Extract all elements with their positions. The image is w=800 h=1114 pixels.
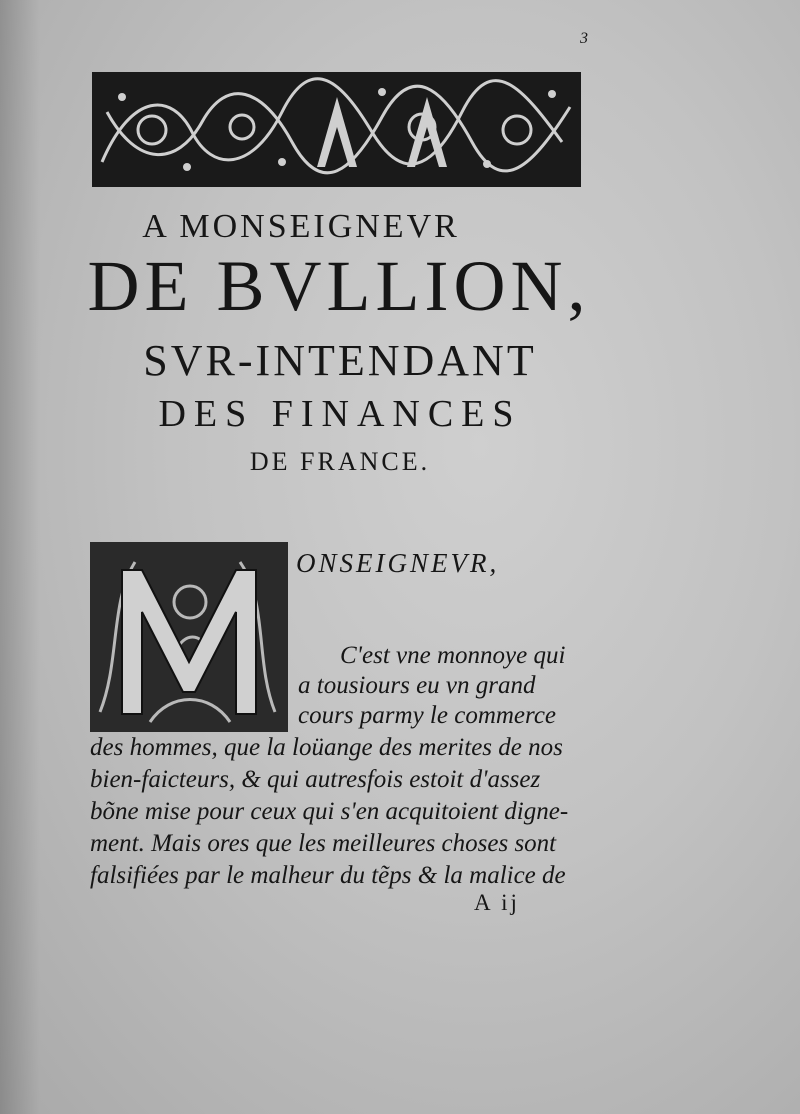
- title-country: DE FRANCE.: [249, 447, 431, 476]
- body-line: bien-faicteurs, & qui autresfois estoit d'assez: [90, 766, 541, 793]
- title-finances: DES FINANCES: [158, 393, 522, 435]
- decorated-initial-m: [90, 542, 288, 732]
- body-line: falsifiées par le malheur du tẽps & la malice de: [90, 862, 566, 889]
- title-dedication: A MONSEIGNEVR: [142, 208, 460, 245]
- binding-shadow: [0, 0, 40, 1114]
- salutation: ONSEIGNEVR,: [296, 548, 500, 578]
- catchword-signature: A ij: [474, 890, 520, 915]
- page-number: 3: [580, 30, 588, 47]
- body-line: des hommes, que la loüange des merites de nos: [90, 734, 563, 761]
- body-line: C'est vne monnoye qui: [340, 642, 566, 669]
- title-name: DE BVLLION,: [87, 246, 591, 326]
- ornamental-headpiece: [92, 72, 581, 187]
- title-office: SVR-INTENDANT: [143, 336, 537, 385]
- body-line: cours parmy le commerce: [298, 702, 557, 729]
- body-line: bõne mise pour ceux qui s'en acquitoient digne-: [90, 798, 569, 825]
- body-line: a tousiours eu vn grand: [298, 672, 536, 699]
- body-line: ment. Mais ores que les meilleures choses sont: [90, 830, 557, 857]
